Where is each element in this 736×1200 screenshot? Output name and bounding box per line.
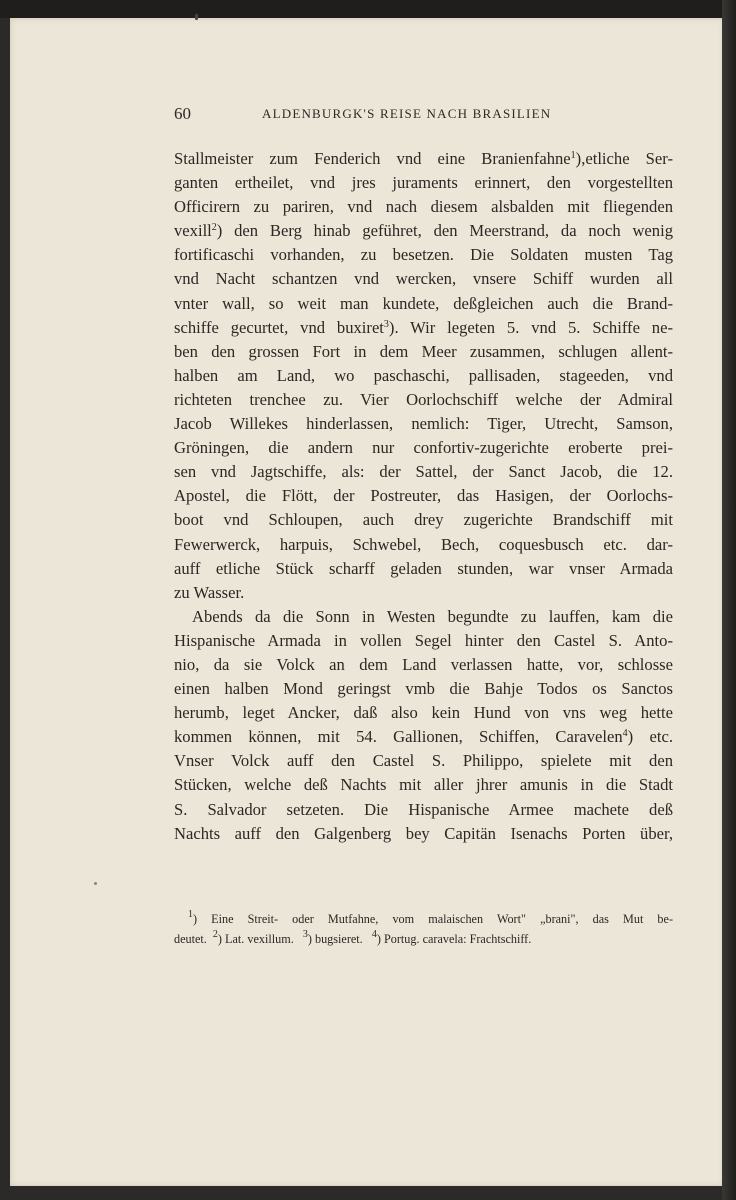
text-line: zu Wasser. <box>174 582 245 602</box>
footnote-number: 2 <box>212 929 218 940</box>
text-line: Fewerwerck, harpuis, Schwebel, Bech, coquesbusch etc. dar- <box>174 534 673 554</box>
text-line: Stücken, welche deß Nachts mit aller jhrer amunis in die Stadt <box>174 775 673 795</box>
text-line: richteten trenchee zu. Vier Oorlochschiff welche der Admiral <box>174 389 673 409</box>
footnote-line: $^1$) Eine Streit- oder Mutfahne, vom malaischen Wort" „brani", das Mut be- <box>188 909 673 926</box>
text-line: Abends da die Sonn in Westen begundte zu lauffen, kam die <box>192 606 673 626</box>
text-line: sen vnd Jagtschiffe, als: der Sattel, der Sanct Jacob, die 12. <box>174 462 673 482</box>
text-line: kommen können, mit 54. Gallionen, Schiffen, Caravelen$^4$) etc. <box>174 727 673 747</box>
body-text <box>174 147 673 846</box>
text-line: fortificaschi vorhanden, zu besetzen. Die Soldaten musten Tag <box>174 245 673 265</box>
text-line: nio, da sie Volck an dem Land verlassen hatte, vor, schlosse <box>174 654 673 674</box>
text-line: ben den grossen Fort in dem Meer zusammen, schlugen allent- <box>174 341 673 361</box>
text-line: ganten ertheilet, vnd jres juraments erinnert, den vorgestellten <box>174 173 673 193</box>
footnote-marker: 3 <box>383 318 389 330</box>
running-head <box>174 104 674 126</box>
footnote-marker: 2 <box>211 222 217 234</box>
footnote-line: deutet. $^2$) Lat. vexillum. $^3$) bugsieret. $^4$) Portug. caravela: Frachtschiff. <box>174 929 532 946</box>
text-line: Nachts auff den Galgenberg bey Capitän Isenachs Porten über, <box>174 823 673 843</box>
footnote-number: 4 <box>371 929 377 940</box>
text-line: vnd Nacht schantzen vnd wercken, vnsere Schiff wurden all <box>174 269 673 289</box>
text-line: Jacob Willekes hinderlassen, nemlich: Tiger, Utrecht, Samson, <box>174 414 673 434</box>
text-line: Apostel, die Flött, der Postreuter, das Hasigen, der Oorlochs- <box>174 486 673 506</box>
text-line: Stallmeister zum Fenderich vnd eine Branienfahne$^1$),etliche Ser- <box>174 149 673 168</box>
text-line: vnter wall, so weit man kundete, deßgleichen auch die Brand- <box>174 293 673 313</box>
text-line: herumb, leget Ancker, daß also kein Hund von vns weg hette <box>174 703 673 723</box>
paper-speck <box>195 14 198 20</box>
scan-right-edge <box>722 0 736 1200</box>
text-line: Gröningen, die andern nur confortiv-zugerichte eroberte prei- <box>174 438 673 458</box>
text-line: vexill$^2$) den Berg hinab geführet, den Meerstrand, da noch wenig <box>174 221 673 241</box>
text-line: Officirern zu pariren, vnd nach diesem alsbalden mit fliegenden <box>174 197 673 217</box>
running-title: ALDENBURGK'S REISE NACH BRASILIEN <box>262 106 552 121</box>
footnote-number: 3 <box>302 929 308 940</box>
page-number: 60 <box>174 104 191 123</box>
text-line: auff etliche Stück scharff geladen stunden, war vnser Armada <box>174 558 673 578</box>
text-line: Hispanische Armada in vollen Segel hinter den Castel S. Anto- <box>174 630 673 650</box>
text-line: S. Salvador setzeten. Die Hispanische Armee machete deß <box>174 799 673 819</box>
footnote-marker: 1 <box>570 150 576 161</box>
text-line: halben am Land, wo paschaschi, pallisaden, stageeden, vnd <box>174 365 673 385</box>
text-line: Vnser Volck auff den Castel S. Philippo, spielete mit den <box>174 751 673 771</box>
scan-top-edge <box>0 0 736 18</box>
text-line: einen halben Mond geringst vmb die Bahje Todos os Sanctos <box>174 679 673 699</box>
footnote-marker: 4 <box>622 728 628 740</box>
paper-speck <box>94 882 97 885</box>
text-line: boot vnd Schloupen, auch drey zugerichte Brandschiff mit <box>174 510 673 530</box>
footnotes <box>174 909 673 949</box>
text-line: schiffe gecurtet, vnd buxiret$^3$). Wir legeten 5. vnd 5. Schiffe ne- <box>174 317 673 337</box>
footnote-number: 1 <box>188 909 193 920</box>
